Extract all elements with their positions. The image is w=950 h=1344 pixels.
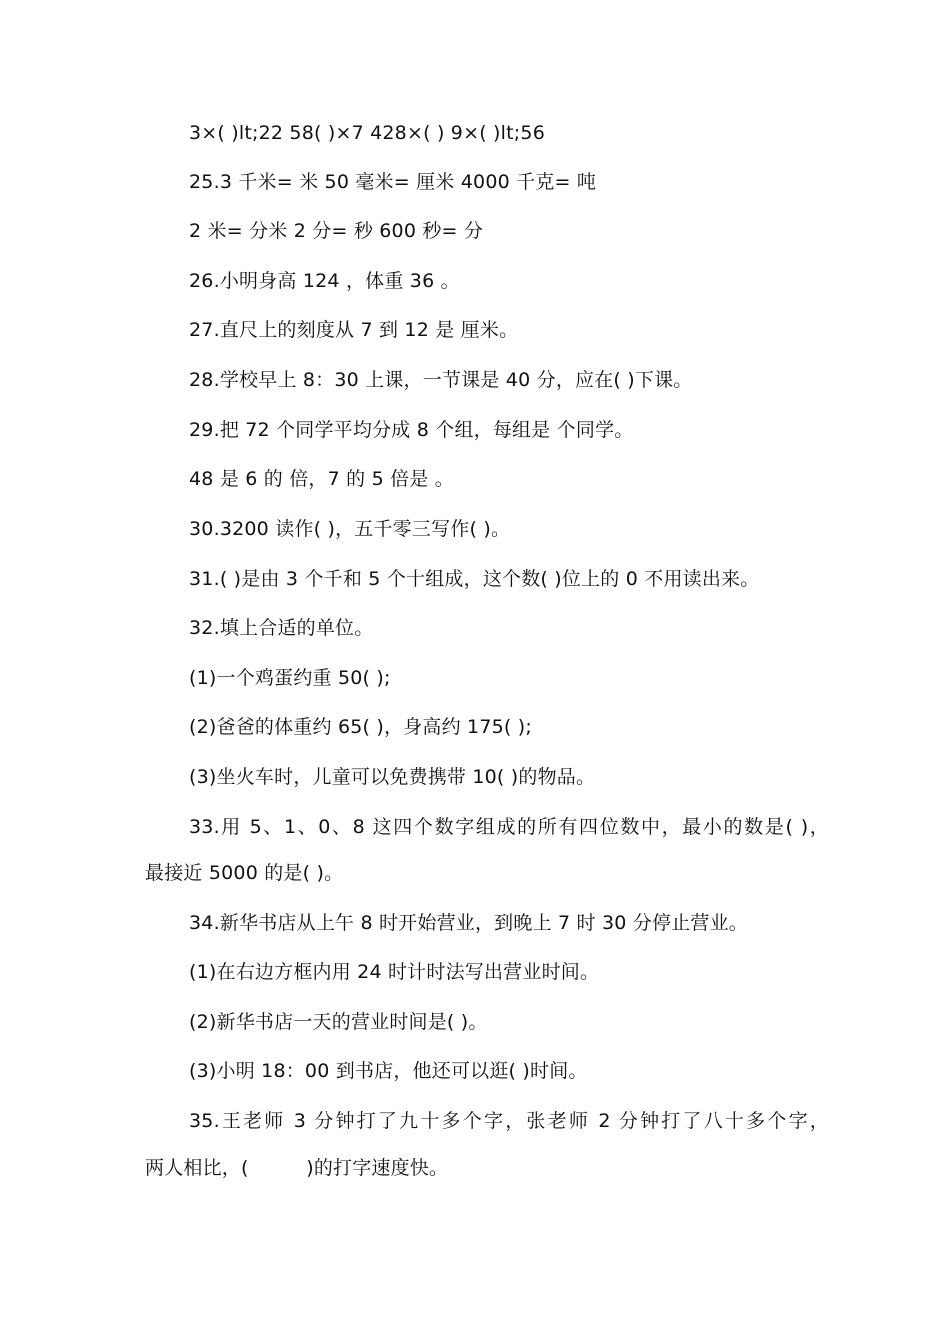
sub-question: (3)小明 18：00 到书店，他还可以逛( )时间。 bbox=[189, 1060, 588, 1082]
question-34: 34.新华书店从上午 8 时开始营业，到晚上 7 时 30 分停止营业。 bbox=[189, 912, 749, 934]
sub-question: (1)在右边方框内用 24 时计时法写出营业时间。 bbox=[189, 961, 600, 983]
question-33-continued: 最接近 5000 的是( )。 bbox=[145, 862, 344, 884]
text-line: 3×( )lt;22 58( )×7 428×( ) 9×( )lt;56 bbox=[189, 122, 545, 144]
question-33: 33.用 5、1、0、8 这四个数字组成的所有四位数中，最小的数是( )， bbox=[189, 816, 829, 838]
text-line: 25.3 千米= 米 50 毫米= 厘米 4000 千克= 吨 bbox=[189, 171, 597, 193]
question-26: 26.小明身高 124 ，体重 36 。 bbox=[189, 270, 460, 292]
question-35: 35.王老师 3 分钟打了九十多个字，张老师 2 分钟打了八十多个字， bbox=[189, 1110, 829, 1132]
question-27: 27.直尺上的刻度从 7 到 12 是 厘米。 bbox=[189, 319, 519, 341]
question-32: 32.填上合适的单位。 bbox=[189, 617, 374, 639]
text-line: 2 米= 分米 2 分= 秒 600 秒= 分 bbox=[189, 220, 484, 242]
question-31: 31.( )是由 3 个千和 5 个十组成，这个数( )位上的 0 不用读出来。 bbox=[189, 568, 760, 590]
question-29: 29.把 72 个同学平均分成 8 个组，每组是 个同学。 bbox=[189, 419, 634, 441]
question-30: 30.3200 读作( )，五千零三写作( )。 bbox=[189, 518, 511, 540]
sub-question: (1)一个鸡蛋约重 50( ); bbox=[189, 667, 391, 689]
sub-question: (2)新华书店一天的营业时间是( )。 bbox=[189, 1011, 488, 1033]
sub-question: (2)爸爸的体重约 65( )，身高约 175( ); bbox=[189, 716, 532, 738]
sub-question: (3)坐火车时，儿童可以免费携带 10( )的物品。 bbox=[189, 766, 596, 788]
text-line: 48 是 6 的 倍，7 的 5 倍是 。 bbox=[189, 468, 454, 490]
question-28: 28.学校早上 8：30 上课，一节课是 40 分，应在( )下课。 bbox=[189, 369, 693, 391]
question-35-continued: 两人相比，( )的打字速度快。 bbox=[145, 1157, 449, 1179]
